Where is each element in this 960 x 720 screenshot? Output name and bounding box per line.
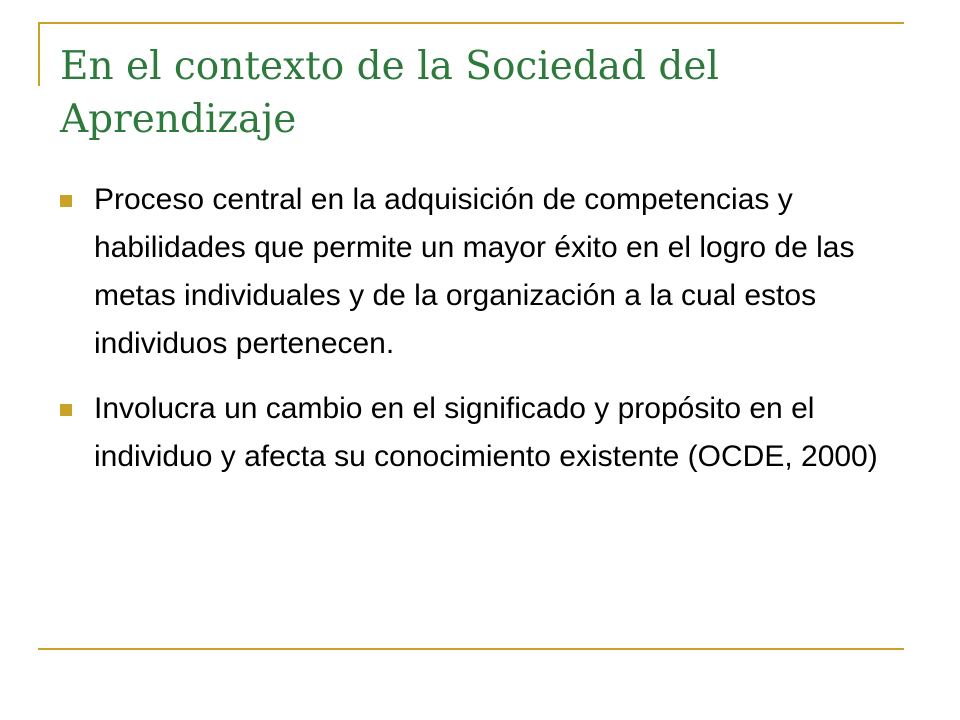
- bullet-text: Proceso central en la adquisición de competencias y habilidades que permite un mayor éxito en el logro de las metas individuales y de la organización a la cual estos individuos pertenecen.: [94, 183, 855, 360]
- bullet-list: [60, 176, 880, 498]
- bullet-item: [60, 176, 880, 368]
- top-divider: [38, 22, 904, 24]
- left-accent-line: [38, 22, 40, 86]
- bottom-divider: [38, 648, 904, 650]
- bullet-item: [60, 385, 880, 481]
- slide-title: En el contexto de la Sociedad del Aprendizaje: [60, 44, 719, 142]
- bullet-text: Involucra un cambio en el significado y propósito en el individuo y afecta su conocimiento existente (OCDE, 2000): [94, 392, 878, 473]
- square-bullet-icon: [60, 195, 72, 207]
- square-bullet-icon: [60, 404, 72, 416]
